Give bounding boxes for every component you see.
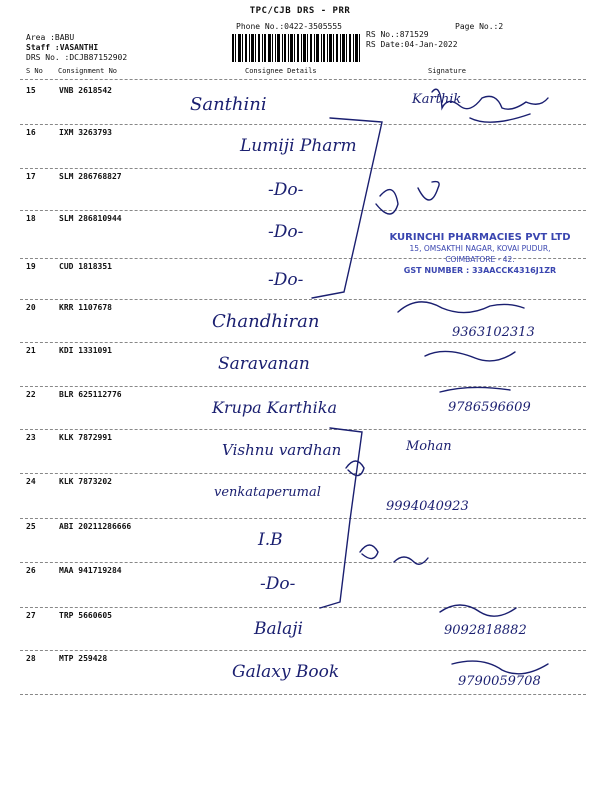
row-serial: 24 <box>26 477 36 486</box>
bracket-16-19 <box>312 118 382 298</box>
signature-handwriting: Mohan <box>406 439 452 454</box>
row-serial: 25 <box>26 522 36 531</box>
row-serial: 19 <box>26 262 36 271</box>
consignment-number: ABI 20211286666 <box>59 522 132 531</box>
signature-handwriting: 9363102313 <box>452 325 535 340</box>
consignment-number: BLR 625112776 <box>59 390 122 399</box>
consignment-number: KDI 1331091 <box>59 346 112 355</box>
signature-row-20 <box>398 302 524 313</box>
consignee-handwriting: Vishnu vardhan <box>222 441 342 459</box>
row-serial: 15 <box>26 86 36 95</box>
signature-row-27 <box>440 605 516 616</box>
initial-row-17 <box>376 182 439 214</box>
form-title: TPC/CJB DRS - PRR <box>249 6 351 16</box>
staff-label: Staff :VASANTHI <box>26 43 99 52</box>
stamp-company: KURINCHI PHARMACIES PVT LTD <box>389 232 571 243</box>
bracket-23-26 <box>320 428 362 608</box>
signature-handwriting: 9786596609 <box>448 400 531 415</box>
consignee-handwriting: Lumiji Pharm <box>240 136 357 156</box>
initial-row-24 <box>346 461 364 476</box>
row-serial: 18 <box>26 214 36 223</box>
consignment-number: KLK 7873202 <box>59 477 112 486</box>
signature-handwriting: 9092818882 <box>444 623 527 638</box>
consignee-handwriting: Krupa Karthika <box>212 398 337 417</box>
consignee-handwriting: -Do- <box>268 180 304 200</box>
signature-handwriting: 9790059708 <box>458 674 541 689</box>
consignment-number: TRP 5660605 <box>59 611 112 620</box>
row-serial: 22 <box>26 390 36 399</box>
row-serial: 16 <box>26 128 36 137</box>
stamp-city: COIMBATORE - 42. <box>445 255 515 264</box>
phone-number: Phone No.:0422-3505555 <box>236 22 342 31</box>
stamp-gst: GST NUMBER : 33AACCK4316J1ZR <box>403 266 557 275</box>
consignee-handwriting: Saravanan <box>218 354 310 374</box>
consignment-number: SLM 286810944 <box>59 214 122 223</box>
signature-handwriting: 9994040923 <box>386 499 469 514</box>
row-serial: 26 <box>26 566 36 575</box>
signature-row-22 <box>440 387 510 392</box>
row-serial: 23 <box>26 433 36 442</box>
consignee-handwriting: venkataperumal <box>214 485 321 500</box>
row-serial: 20 <box>26 303 36 312</box>
consignee-handwriting: -Do- <box>268 270 304 290</box>
col-signature: Signature <box>428 67 466 75</box>
signature-handwriting: Karthik <box>412 92 462 107</box>
consignment-number: IXM 3263793 <box>59 128 112 137</box>
consignee-handwriting: -Do- <box>268 222 304 242</box>
consignee-handwriting: Santhini <box>190 94 267 115</box>
consignment-number: KLK 7872991 <box>59 433 112 442</box>
consignment-number: SLM 286768827 <box>59 172 122 181</box>
signature-row-15 <box>432 89 548 122</box>
consignee-handwriting: Balaji <box>254 619 303 639</box>
rs-date: RS Date:04-Jan-2022 <box>366 40 458 49</box>
consignee-handwriting: Galaxy Book <box>232 662 340 682</box>
row-serial: 21 <box>26 346 36 355</box>
drs-number: DRS No. :DCJB87152902 <box>26 53 128 62</box>
row-serial: 17 <box>26 172 36 181</box>
stamp-address: 15, OMSAKTHI NAGAR, KOVAI PUDUR, <box>409 244 551 253</box>
consignment-number: CUD 1818351 <box>59 262 112 271</box>
col-consignee: Consignee Details <box>245 67 317 75</box>
signature-row-28 <box>452 661 548 674</box>
consignment-number: VNB 2618542 <box>59 86 112 95</box>
row-serial: 27 <box>26 611 36 620</box>
col-consignment: Consignment No <box>58 67 118 75</box>
consignee-handwriting: -Do- <box>260 574 296 594</box>
rs-number: RS No.:871529 <box>366 30 429 39</box>
consignment-number: MAA 941719284 <box>59 566 122 575</box>
col-sno: S No <box>26 67 43 75</box>
initial-row-25 <box>360 545 428 564</box>
area-label: Area :BABU <box>26 33 75 42</box>
consignee-handwriting: I.B <box>258 530 283 550</box>
consignee-handwriting: Chandhiran <box>212 311 320 332</box>
signature-row-21 <box>425 351 515 360</box>
page-number: Page No.:2 <box>455 22 504 31</box>
consignment-number: MTP 259428 <box>59 654 108 663</box>
consignment-number: KRR 1107678 <box>59 303 112 312</box>
row-serial: 28 <box>26 654 36 663</box>
